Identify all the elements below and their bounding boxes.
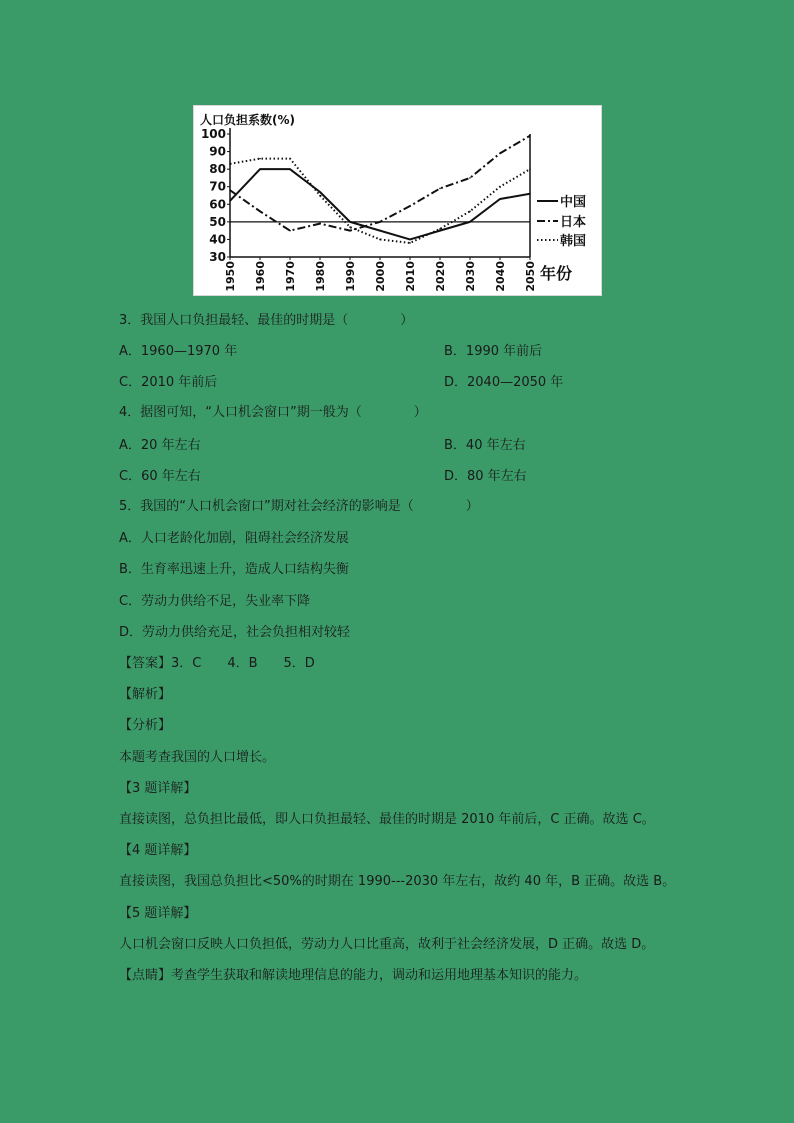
x-tick-label: 2030 [464, 261, 477, 292]
question-5-option-d: D．劳动力供给充足，社会负担相对较轻 [119, 625, 351, 640]
data-point [379, 239, 381, 241]
data-point [379, 230, 381, 232]
x-tick-label: 2000 [374, 261, 387, 292]
question-4-stem: 4．据图可知，“人口机会窗口”期一般为（ ） [119, 405, 427, 420]
x-tick-label: 1980 [314, 261, 327, 292]
x-tick-label: 2020 [434, 261, 447, 292]
x-tick-label: 2050 [524, 261, 537, 292]
data-point [319, 191, 321, 193]
data-point [259, 211, 261, 213]
data-point [469, 211, 471, 213]
data-point [499, 198, 501, 200]
population-burden-chart [193, 105, 602, 296]
data-point [409, 239, 411, 241]
data-point [289, 230, 291, 232]
detail-4-heading: 【4 题详解】 [119, 843, 197, 858]
data-point [409, 205, 411, 207]
data-point [349, 221, 351, 223]
question-3-option-d: D．2040—2050 年 [444, 375, 564, 390]
x-tick-label: 2040 [494, 261, 507, 292]
question-3-option-c: C．2010 年前后 [119, 375, 218, 390]
question-5-option-a: A．人口老龄化加剧，阻碍社会经济发展 [119, 531, 349, 546]
x-tick-label: 1960 [254, 261, 267, 292]
chart-title: 人口负担系数(%) [200, 113, 295, 127]
data-point [229, 163, 231, 165]
y-tick-label: 100 [200, 127, 226, 141]
data-point [379, 221, 381, 223]
data-point [439, 228, 441, 230]
question-3-stem: 3．我国人口负担最轻、最佳的时期是（ ） [119, 313, 414, 328]
question-5-stem: 5．我国的“人口机会窗口”期对社会经济的影响是（ ） [119, 499, 479, 514]
x-tick-label: 1990 [344, 261, 357, 292]
detail-4-text: 直接读图，我国总负担比<50%的时期在 1990---2030 年左右，故约 40 年，B 正确。故选 B。 [119, 874, 676, 889]
data-point [439, 230, 441, 232]
question-4-option-b: B．40 年左右 [444, 438, 526, 453]
question-3-option-b: B．1990 年前后 [444, 344, 543, 359]
data-point [469, 221, 471, 223]
detail-5-heading: 【5 题详解】 [119, 906, 197, 921]
series-line-1 [230, 169, 530, 239]
question-5-option-c: C．劳动力供给不足，失业率下降 [119, 594, 311, 609]
question-4-option-a: A．20 年左右 [119, 438, 201, 453]
data-point [229, 200, 231, 202]
data-point [499, 186, 501, 188]
answer-line: 【答案】3．C 4．B 5．D [119, 656, 315, 671]
detail-5-text: 人口机会窗口反映人口负担低，劳动力人口比重高，故利于社会经济发展，D 正确。故选 D。 [119, 937, 655, 952]
fenxi-text: 本题考查我国的人口增长。 [119, 750, 276, 765]
data-point [409, 242, 411, 244]
data-point [319, 195, 321, 197]
legend-label-3: 韩国 [560, 234, 587, 249]
data-point [529, 135, 531, 137]
data-point [259, 158, 261, 160]
y-tick-label: 80 [209, 162, 226, 177]
data-point [349, 226, 351, 228]
fenxi-heading: 【分析】 [119, 718, 172, 733]
chart-svg [194, 106, 601, 295]
y-tick-label: 60 [209, 197, 226, 212]
series-line-2 [230, 136, 530, 231]
data-point [289, 158, 291, 160]
legend-label-1: 中国 [560, 195, 587, 210]
detail-3-heading: 【3 题详解】 [119, 781, 197, 796]
question-4-option-c: C．60 年左右 [119, 469, 201, 484]
data-point [349, 230, 351, 232]
y-tick-label: 50 [209, 214, 226, 229]
x-tick-label: 2010 [404, 261, 417, 292]
data-point [259, 168, 261, 170]
legend-label-2: 日本 [560, 215, 587, 230]
y-tick-label: 70 [209, 179, 226, 194]
data-point [319, 223, 321, 225]
data-point [529, 193, 531, 195]
y-tick-label: 40 [209, 232, 226, 247]
data-point [499, 153, 501, 155]
data-point [529, 168, 531, 170]
y-tick-label: 30 [209, 250, 226, 264]
analysis-heading: 【解析】 [119, 687, 172, 702]
question-5-option-b: B．生育率迅速上升，造成人口结构失衡 [119, 562, 349, 577]
comment-line: 【点睛】考查学生获取和解读地理信息的能力，调动和运用地理基本知识的能力。 [119, 968, 588, 983]
question-3-option-a: A．1960—1970 年 [119, 344, 238, 359]
x-axis-label: 年份 [540, 264, 573, 283]
question-4-option-d: D．80 年左右 [444, 469, 527, 484]
data-point [439, 188, 441, 190]
x-tick-label: 1970 [284, 261, 297, 292]
data-point [229, 189, 231, 191]
data-point [289, 168, 291, 170]
detail-3-text: 直接读图，总负担比最低，即人口负担最轻、最佳的时期是 2010 年前后，C 正确。故选 C。 [119, 812, 655, 827]
data-point [469, 177, 471, 179]
x-tick-label: 1950 [224, 261, 237, 292]
y-tick-label: 90 [209, 144, 226, 159]
